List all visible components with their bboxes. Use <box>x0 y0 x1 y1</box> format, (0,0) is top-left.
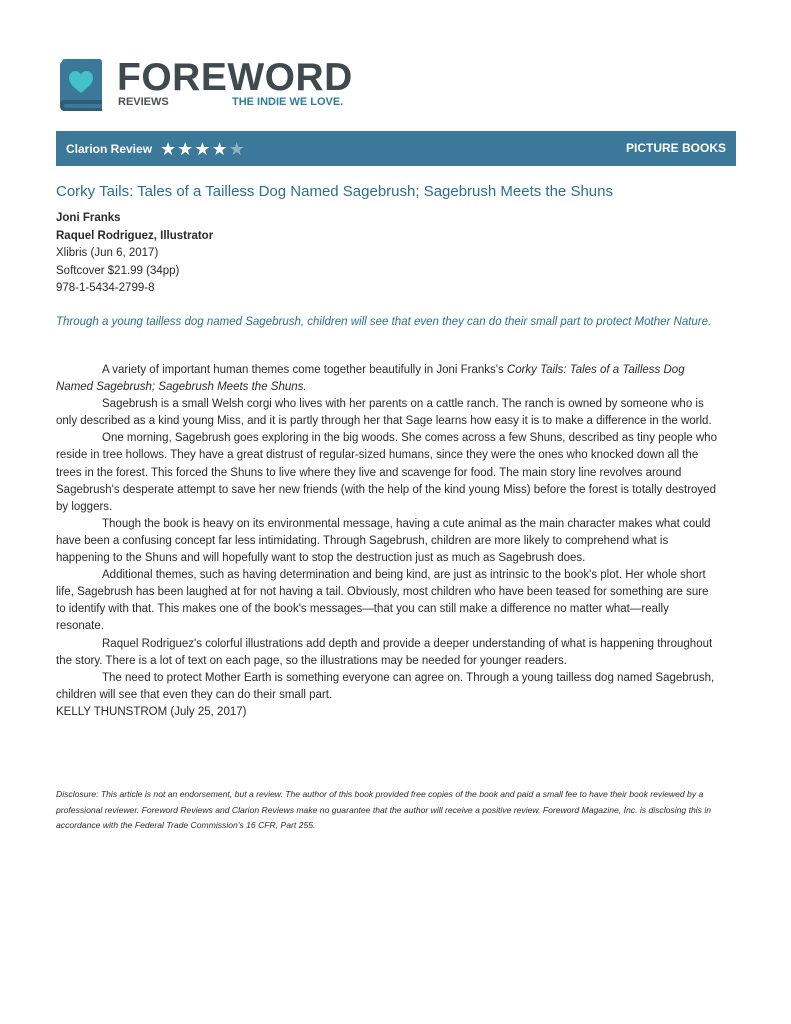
review-body <box>56 362 718 721</box>
book-title-inline: Corky Tails: Tales of a Tailless Dog Named Sagebrush; Sagebrush Meets the Shuns. <box>56 364 685 394</box>
review-paragraph: Additional themes, such as having determination and being kind, are just as intrinsic to the book's plot. Her whole short life, Sagebrush has been laughed at for not having a tail. Obviously, most children who have been teased for something are sure to identify with that. This makes one of the book's messages—that you can still make a difference no matter what—really resonate. <box>56 569 709 633</box>
review-paragraph-text: A variety of important human themes come together beautifully in Joni Franks's <box>102 364 507 376</box>
star-empty-icon: ★ <box>228 138 245 159</box>
book-heart-icon <box>56 58 104 114</box>
review-paragraph: One morning, Sagebrush goes exploring in the big woods. She comes across a few Shuns, described as tiny people who reside in tree hollows. They have a great distrust of regular-sized humans, since they were the ones who knocked down all the trees in the forest. This forced the Shuns to live where they live and scavenge for food. The main story line revolves around Sagebrush's desperate attempt to save her new friends (with the help of the kind young Miss) before the forest is totally destroyed by loggers. <box>56 432 717 513</box>
review-paragraph: Though the book is heavy on its environmental message, having a cute animal as the main character makes what could have been a confusing concept far less intimidating. Through Sagebrush, children are more likely to comprehend what is happening to the Shuns and will hopefully want to stop the destruction just as much as Sagebrush does. <box>56 517 711 565</box>
logo-tagline: THE INDIE WE LOVE. <box>232 96 344 108</box>
banner-left <box>66 131 246 166</box>
book-title: Corky Tails: Tales of a Tailless Dog Named Sagebrush; Sagebrush Meets the Shuns <box>56 183 613 200</box>
review-summary: Through a young tailless dog named Sagebrush, children will see that even they can do their small part to protect Mother Nature. <box>56 316 712 328</box>
book-meta <box>56 210 213 298</box>
publisher-info: Xlibris (Jun 6, 2017) <box>56 247 159 259</box>
isbn: 978-1-5434-2799-8 <box>56 282 155 294</box>
review-type-label: Clarion Review <box>66 141 153 156</box>
logo-reviews-label: REVIEWS <box>118 96 169 108</box>
review-banner <box>56 131 736 166</box>
review-paragraph: The need to protect Mother Earth is something everyone can agree on. Through a young tailless dog named Sagebrush, children will see that even they can do their small part. <box>56 671 715 701</box>
star-icon: ★ <box>177 138 194 159</box>
review-paragraph: Raquel Rodriguez's colorful illustrations add depth and provide a deeper understanding of what is happening throughout the story. There is a lot of text on each page, so the illustrations may be needed for younger readers. <box>56 637 713 667</box>
logo-wordmark: FOREWORD <box>117 56 353 99</box>
reviewer-byline: KELLY THUNSTROM (July 25, 2017) <box>56 705 247 718</box>
format-price: Softcover $21.99 (34pp) <box>56 264 180 277</box>
review-paragraph <box>56 362 718 396</box>
star-icon: ★ <box>194 138 211 159</box>
illustrator-name: Raquel Rodriguez, Illustrator <box>56 229 214 242</box>
review-paragraph: Sagebrush is a small Welsh corgi who lives with her parents on a cattle ranch. The ranch is owned by someone who is only described as a kind young Miss, and it is partly through her that Sage learns how easy it is to make a difference in the world. <box>56 398 712 428</box>
star-icon: ★ <box>160 138 177 159</box>
star-rating <box>160 140 246 158</box>
category-label: PICTURE BOOKS <box>625 141 726 155</box>
foreword-reviews-logo[interactable] <box>56 58 356 118</box>
star-icon: ★ <box>211 138 228 159</box>
author-name: Joni Franks <box>56 212 121 224</box>
disclosure-note: Disclosure: This article is not an endorsement, but a review. The author of this book provided free copies of the book and paid a small fee to have their book reviewed by a professional reviewer. Foreword Reviews and Clarion Reviews make no guarantee that the author will receive a positive review. Foreword Magazine, Inc. is disclosing this in accordance with the Federal Trade Commission's 16 CFR, Part 255. <box>56 789 712 831</box>
